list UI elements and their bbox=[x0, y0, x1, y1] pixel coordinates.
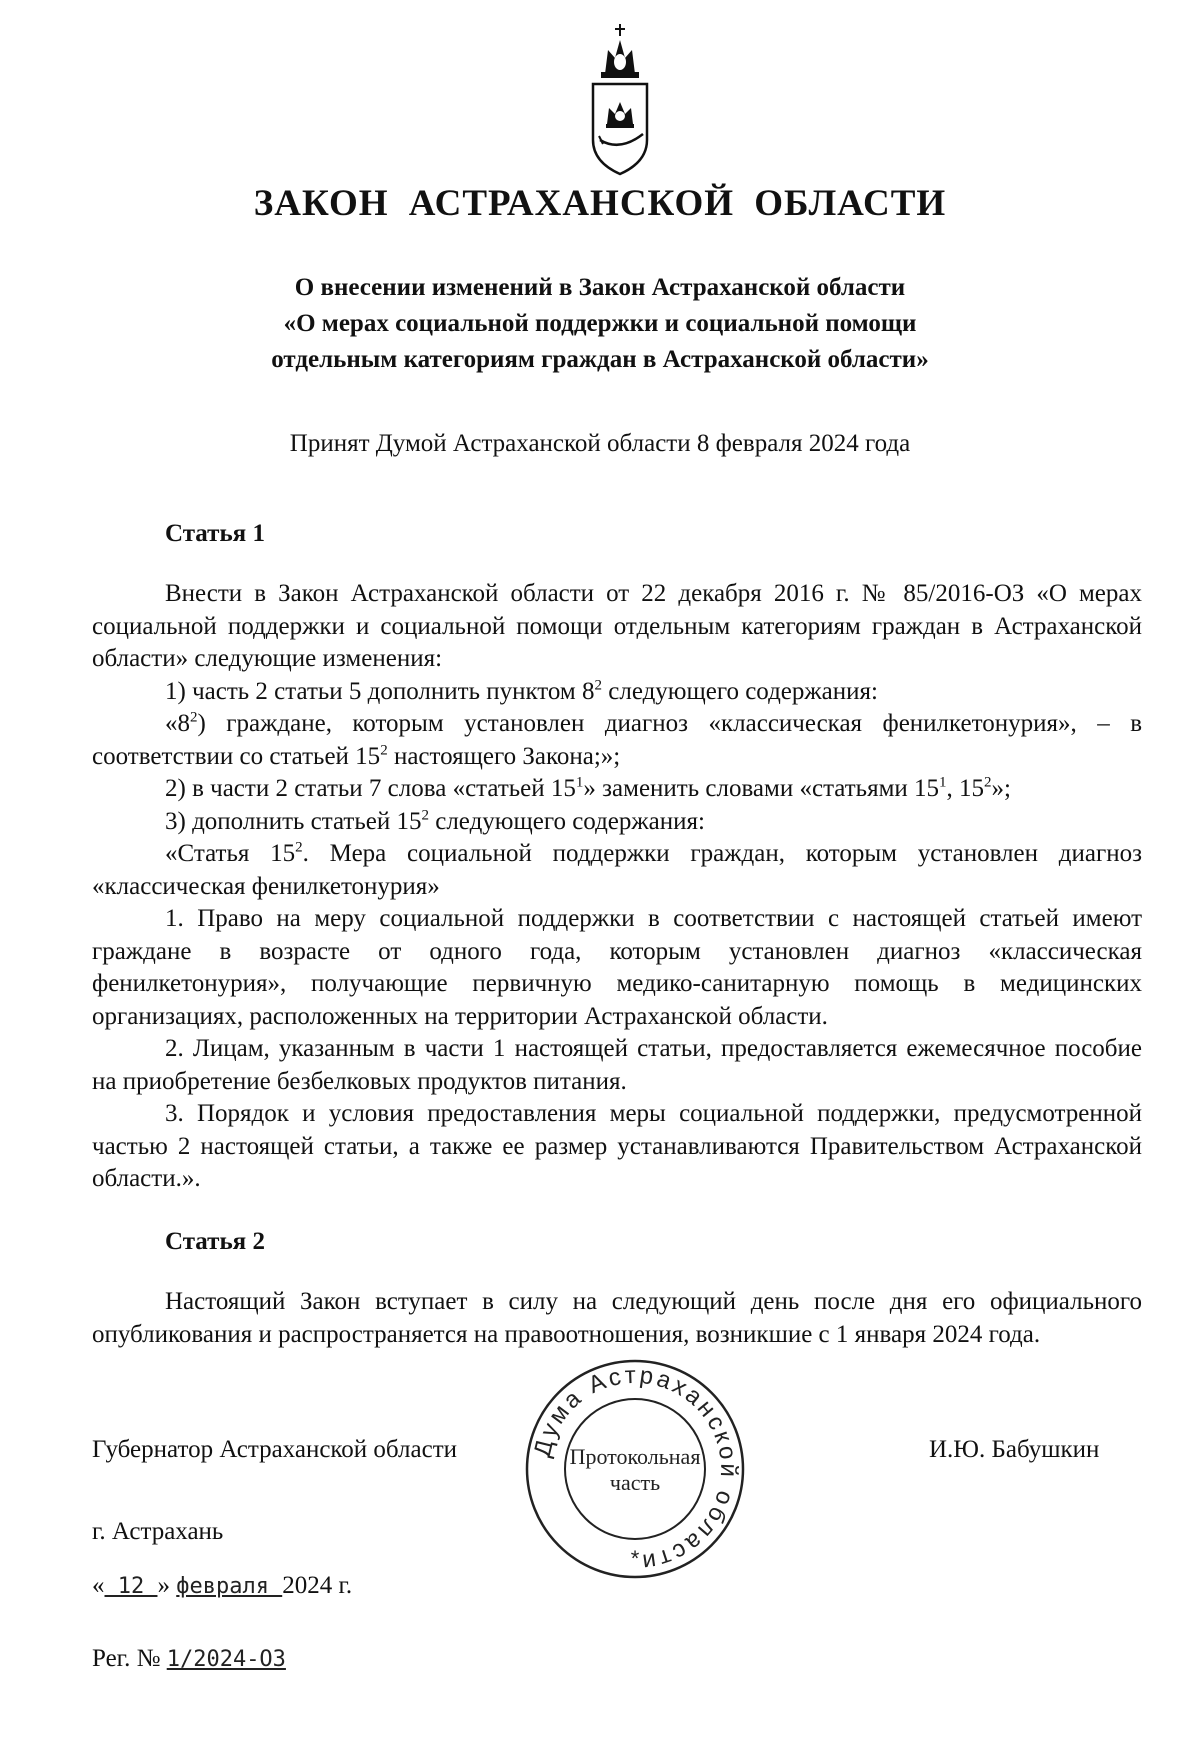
signing-date: « 12 » февраля 2024 г. bbox=[92, 1572, 353, 1599]
signatory-position: Губернатор Астраханской области bbox=[92, 1436, 458, 1463]
subtitle-line: отдельным категориям граждан в Астраханской области» bbox=[271, 346, 929, 373]
article-1-item-1: 1) часть 2 статьи 5 дополнить пунктом $8^2$ следующего содержания: bbox=[165, 677, 878, 705]
reg-number: 1/2024-ОЗ bbox=[166, 1647, 286, 1672]
article-1-item-3: 3) дополнить статьей $15^2$ следующего содержания: bbox=[165, 807, 705, 835]
coat-of-arms-emblem bbox=[575, 22, 665, 182]
stamp-center-line-1: Протокольная bbox=[569, 1444, 701, 1469]
document-title: ЗАКОН АСТРАХАНСКОЙ ОБЛАСТИ bbox=[253, 183, 947, 224]
article-1-intro: Внести в Закон Астраханской области от 22 декабря 2016 г. № 85/2016-ОЗ «О мерах социальной поддержки и социальной помощи отдельным категориям граждан в Астраханской области» следующие изменения: bbox=[92, 580, 1142, 672]
article-15-2-heading: «Статья $15^2$. Мера социальной поддержки граждан, которым установлен диагноз «классическая фенилкетонурия» bbox=[92, 839, 1142, 900]
date-year: 2024 г. bbox=[282, 1572, 353, 1599]
stamp-center-line-2: часть bbox=[609, 1470, 661, 1495]
subtitle-line: О внесении изменений в Закон Астраханской области bbox=[294, 274, 906, 301]
article-1-body bbox=[92, 578, 1142, 1196]
date-day: 12 bbox=[104, 1574, 158, 1599]
article-15-2-part-3: 3. Порядок и условия предоставления меры социальной поддержки, предусмотренной частью 2 настоящей статьи, а также ее размер устанавливаются Правительством Астраханской области.». bbox=[92, 1100, 1142, 1192]
article-15-2-part-1: 1. Право на меру социальной поддержки в соответствии с настоящей статьей имеют граждане в возрасте от одного года, которым установлен диагноз «классическая фенилкетонурия», получающие первичную медико-санитарную помощь в медицинских организациях, расположенных на территории Астраханской области. bbox=[92, 905, 1142, 1030]
article-2-text: Настоящий Закон вступает в силу на следующий день после дня его официального опубликования и распространяется на правоотношения, возникшие с 1 января 2024 года. bbox=[92, 1288, 1142, 1348]
article-1-heading: Статья 1 bbox=[165, 520, 265, 547]
adoption-line: Принят Думой Астраханской области 8 февраля 2024 года bbox=[289, 430, 911, 457]
date-month: февраля bbox=[176, 1574, 283, 1599]
subtitle-line: «О мерах социальной поддержки и социальной помощи bbox=[283, 310, 917, 337]
stamp-ring-text: Дума Астраханской области bbox=[528, 1361, 743, 1577]
stamp-star: * bbox=[630, 1546, 640, 1571]
reg-label: Рег. № bbox=[92, 1645, 167, 1672]
document-subtitle bbox=[0, 270, 1200, 378]
city-line: г. Астрахань bbox=[92, 1518, 224, 1545]
article-2-heading: Статья 2 bbox=[165, 1228, 265, 1255]
article-15-2-part-2: 2. Лицам, указанным в части 1 настоящей статьи, предоставляется ежемесячное пособие на приобретение безбелковых продуктов питания. bbox=[92, 1035, 1142, 1095]
article-2-body bbox=[92, 1286, 1142, 1351]
official-stamp bbox=[522, 1356, 748, 1582]
signatory-name: И.Ю. Бабушкин bbox=[929, 1436, 1100, 1463]
registration-number bbox=[92, 1645, 286, 1673]
article-1-item-1-quote: «$8^2$) граждане, которым установлен диагноз «классическая фенилкетонурия», – в соответствии со статьей $15^2$ настоящего Закона;»; bbox=[92, 709, 1142, 770]
article-1-item-2: 2) в части 2 статьи 7 слова «статьей $15^1$» заменить словами «статьями $15^1$, $15^2$»; bbox=[165, 774, 1011, 802]
